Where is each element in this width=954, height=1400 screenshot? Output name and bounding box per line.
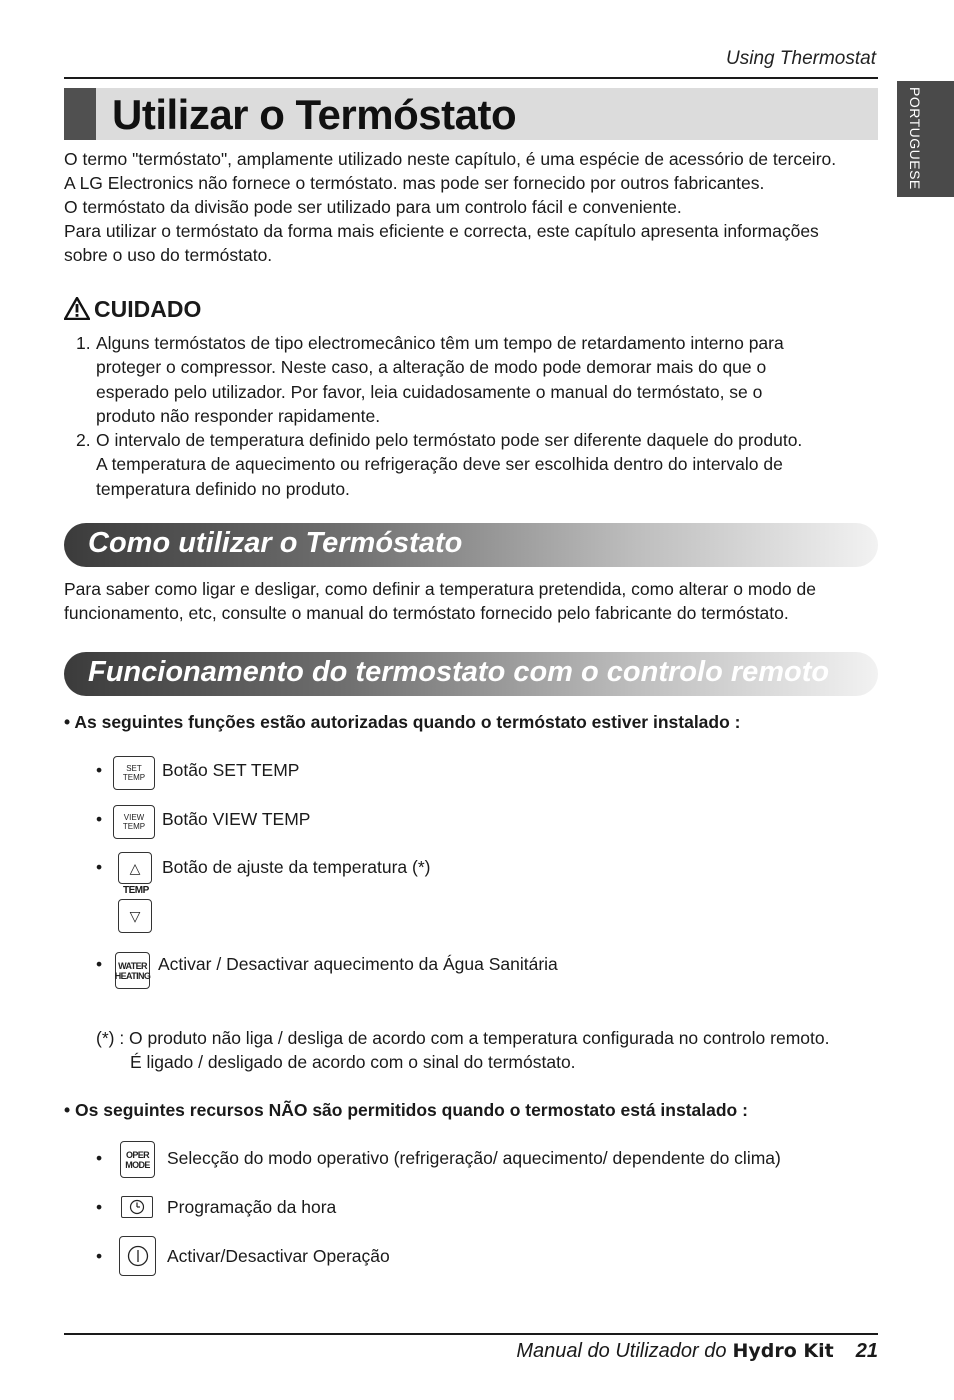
section-title: Como utilizar o Termóstato	[88, 527, 463, 559]
bullet: •	[96, 809, 103, 829]
intro-line: O termóstato da divisão pode ser utilizado para um controlo fácil e conveniente.	[64, 197, 682, 217]
caution-list	[76, 331, 866, 501]
bullet: •	[96, 1148, 103, 1168]
footnote-line: É ligado / desligado de acordo com o sinal do termóstato.	[130, 1052, 576, 1072]
icon-text: MODE	[125, 1159, 150, 1170]
intro-paragraph	[64, 147, 836, 267]
caution-item-number: 2.	[76, 430, 91, 451]
allowed-item-text: Botão SET TEMP	[162, 760, 300, 780]
temp-label: TEMP	[123, 885, 149, 896]
allowed-item-text: Activar / Desactivar aquecimento da Água Sanitária	[158, 954, 558, 974]
caution-line: temperatura definido no produto.	[96, 478, 350, 499]
top-rule	[64, 77, 878, 79]
page-footer	[516, 1340, 878, 1363]
footer-prefix: Manual do Utilizador do	[516, 1340, 727, 1362]
section-title: Funcionamento do termostato com o controlo remoto	[88, 656, 830, 688]
caution-line: produto não responder rapidamente.	[96, 405, 381, 426]
icon-text: HEATING	[114, 970, 151, 981]
running-header: Using Thermostat	[726, 48, 876, 69]
set-temp-button-icon	[113, 756, 155, 790]
allowed-item-text: Botão VIEW TEMP	[162, 809, 311, 829]
section-bar-funcionamento	[64, 652, 878, 696]
title-bar-accent	[64, 88, 96, 140]
intro-line: O termo "termóstato", amplamente utilizado neste capítulo, é uma espécie de acessório de terceiro.	[64, 149, 837, 169]
intro-line: sobre o uso do termóstato.	[64, 245, 273, 265]
allowed-heading	[64, 712, 740, 733]
denied-heading-text: Os seguintes recursos NÃO são permitidos quando o termostato está instalado :	[75, 1100, 748, 1120]
bullet: •	[96, 1246, 103, 1266]
caution-line: Alguns termóstatos de tipo electromecânico têm um tempo de retardamento interno para	[96, 333, 784, 353]
caution-line: esperado pelo utilizador. Por favor, leia cuidadosamente o manual do termóstato, se o	[96, 381, 763, 402]
caution-item	[76, 428, 866, 501]
caution-line: proteger o compressor. Neste caso, a alteração de modo pode demorar mais do que o	[96, 357, 767, 378]
icon-text: VIEW	[123, 813, 145, 822]
language-tab-label: PORTUGUESE	[907, 87, 923, 190]
footnote	[96, 1026, 829, 1074]
caution-line: A temperatura de aquecimento ou refrigeração deve ser escolhida dentro do intervalo de	[96, 454, 783, 475]
temp-down-icon: ▽	[118, 899, 152, 933]
power-glyph	[126, 1244, 150, 1268]
bullet: •	[96, 954, 103, 974]
bullet: •	[64, 712, 71, 732]
language-tab	[897, 81, 954, 197]
temp-up-icon: △	[118, 852, 152, 884]
intro-line: Para utilizar o termóstato da forma mais eficiente e correcta, este capítulo apresenta informações	[64, 221, 819, 241]
view-temp-button-icon	[113, 805, 155, 839]
intro-line: A LG Electronics não fornece o termóstato. mas pode ser fornecido por outros fabricantes.	[64, 173, 765, 193]
clock-icon	[121, 1196, 153, 1218]
power-icon	[119, 1236, 156, 1276]
section1-line: Para saber como ligar e desligar, como definir a temperatura pretendida, como alterar o modo de	[64, 579, 816, 599]
footnote-line: (*) : O produto não liga / desliga de acordo com a temperatura configurada no controlo remoto.	[96, 1028, 830, 1048]
bullet: •	[64, 1100, 71, 1120]
oper-mode-button-icon	[120, 1141, 155, 1178]
water-heating-button-icon	[115, 952, 150, 989]
icon-text: WATER	[118, 960, 147, 971]
bullet: •	[96, 857, 103, 877]
section1-line: funcionamento, etc, consulte o manual do termóstato fornecido pelo fabricante do termóstato.	[64, 603, 789, 623]
page-number: 21	[855, 1340, 878, 1362]
caution-line: O intervalo de temperatura definido pelo termóstato pode ser diferente daquele do produto.	[96, 430, 803, 451]
icon-text: SET	[126, 764, 142, 773]
caution-heading	[64, 296, 201, 323]
icon-text: OPER	[125, 1149, 150, 1160]
caution-item	[76, 331, 866, 428]
footer-product: Hydro Kit	[732, 1340, 834, 1362]
caution-label: CUIDADO	[94, 296, 202, 322]
icon-text: TEMP	[122, 822, 146, 831]
page-title: Utilizar o Termóstato	[112, 91, 517, 138]
denied-item-text: Activar/Desactivar Operação	[167, 1246, 390, 1266]
allowed-heading-text: As seguintes funções estão autorizadas quando o termóstato estiver instalado :	[74, 712, 741, 732]
icon-text: TEMP	[122, 773, 146, 782]
bullet: •	[96, 760, 103, 780]
caution-item-number: 1.	[76, 333, 91, 353]
denied-item-text: Programação da hora	[167, 1197, 337, 1217]
clock-glyph	[129, 1199, 145, 1215]
allowed-item-text: Botão de ajuste da temperatura (*)	[162, 857, 431, 877]
denied-heading	[64, 1100, 748, 1121]
warning-icon	[64, 297, 90, 320]
title-bar	[64, 88, 878, 140]
denied-item-text: Selecção do modo operativo (refrigeração/ aquecimento/ dependente do clima)	[167, 1148, 781, 1168]
section-bar-como-utilizar	[64, 523, 878, 567]
section1-paragraph	[64, 577, 816, 625]
bottom-rule	[64, 1333, 878, 1335]
bullet: •	[96, 1197, 103, 1217]
